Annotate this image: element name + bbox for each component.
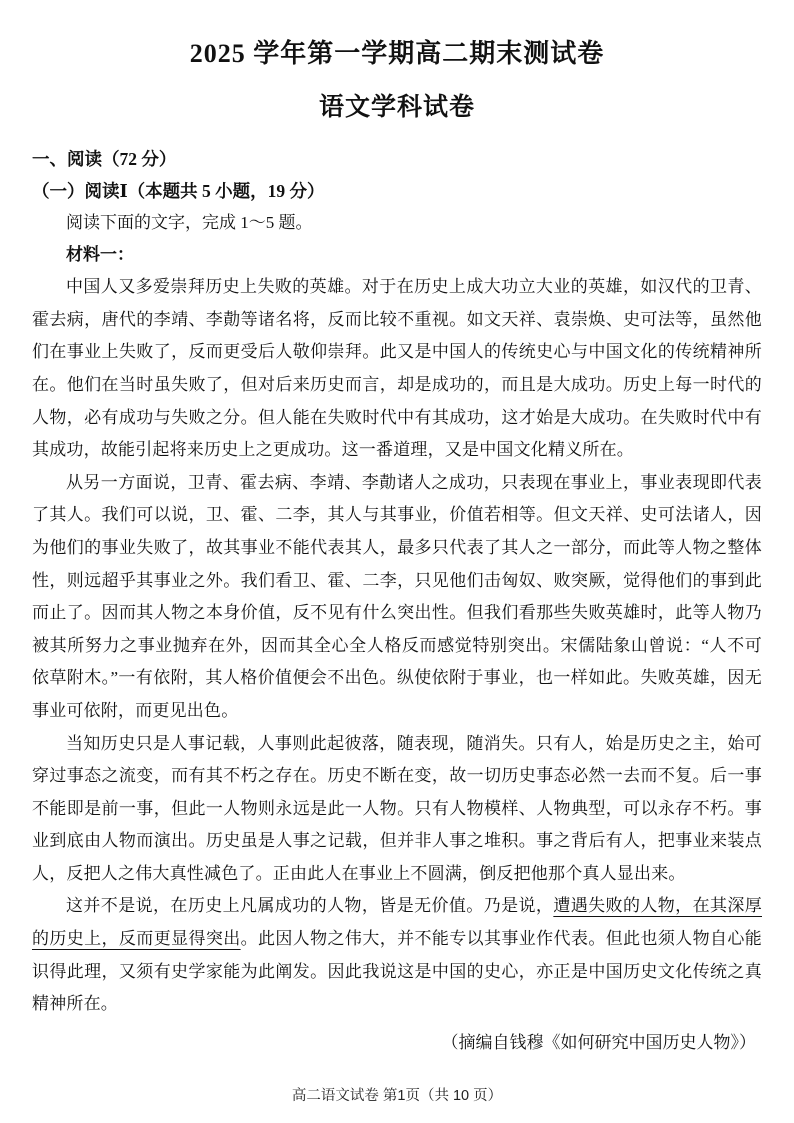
- paragraph-4-text-after-underline: 。此因人物之伟大，并不能专以其事业作代表。但此也须人物自心能识得此理，又须有史学家能为此阐发。因此我说这是中国的史心，亦正是中国历史文化传统之真精神所在。: [32, 929, 762, 1014]
- passage-paragraph-3: 当知历史只是人事记载，人事则此起彼落，随表现，随消失。只有人，始是历史之主，始可穿过事态之流变，而有其不朽之存在。历史不断在变，故一切历史事态必然一去而不复。后一事不能即是前一事，但此一人物则永远是此一人物。只有人物模样、人物典型，可以永存不朽。事业到底由人物而演出。历史虽是人事之记载，但并非人事之堆积。事之背后有人，把事业来装点人，反把人之伟大真性减色了。正由此人在事业上不圆满，倒反把他那个真人显出来。: [32, 733, 762, 883]
- material-one-label: 材料一：: [66, 245, 134, 265]
- subsection-heading-reading-1: （一）阅读Ⅰ（本题共 5 小题，19 分）: [32, 181, 325, 202]
- passage-paragraph-4: [32, 890, 762, 1020]
- passage-paragraph-1: 中国人又多爱崇拜历史上失败的英雄。对于在历史上成大功立大业的英雄，如汉代的卫青、霍去病，唐代的李靖、李勣等诸名将，反而比较不重视。如文天祥、袁崇焕、史可法等，虽然他们在事业上失败了，反而更受后人敬仰崇拜。此又是中国人的传统史心与中国文化的传统精神所在。他们在当时虽失败了，但对后来历史而言，却是成功的，而且是大成功。历史上每一时代的人物，必有成功与失败之分。但人能在失败时代中有其成功，这才始是大成功。在失败时代中有其成功，故能引起将来历史上之更成功。这一番道理，又是中国文化精义所在。: [32, 277, 762, 460]
- passage-paragraph-2: 从另一方面说，卫青、霍去病、李靖、李勣诸人之成功，只表现在事业上，事业表现即代表了其人。我们可以说，卫、霍、二李，其人与其事业，价值若相等。但文天祥、史可法诸人，因为他们的事业失败了，故其事业不能代表其人，最多只代表了其人之一部分，而此等人物之整体性，则远超乎其事业之外。我们看卫、霍、二李，只见他们击匈奴、败突厥，觉得他们的事到此而止了。因而其人物之本身价值，反不见有什么突出性。但我们看那些失败英雄时，此等人物乃被其所努力之事业抛弃在外，因而其全心全人格反而感觉特别突出。宋儒陆象山曾说：“人不可依草附木。”一有依附，其人格价值便会不出色。纵使依附于事业，也一样如此。失败英雄，因无事业可依附，而更见出色。: [32, 472, 762, 720]
- passage-attribution: （摘编自钱穆《如何研究中国历史人物》）: [441, 1032, 756, 1052]
- paragraph-4-text-before-underline: 这并不是说，在历史上凡属成功的人物，皆是无价值。乃是说，: [66, 896, 554, 916]
- exam-subtitle: 语文学科试卷: [318, 94, 475, 122]
- section-heading-reading: 一、阅读（72 分）: [32, 149, 177, 170]
- reading-instruction: 阅读下面的文字，完成 1～5 题。: [66, 213, 313, 233]
- page-footer: 高二语文试卷 第1页（共 10 页）: [291, 1088, 503, 1104]
- paragraph-4-underlined-text: 遭遇失败的人物，在其深厚的历史上，反而更显得突出: [32, 896, 762, 949]
- exam-title: 2025 学年第一学期高二期末测试卷: [189, 39, 605, 68]
